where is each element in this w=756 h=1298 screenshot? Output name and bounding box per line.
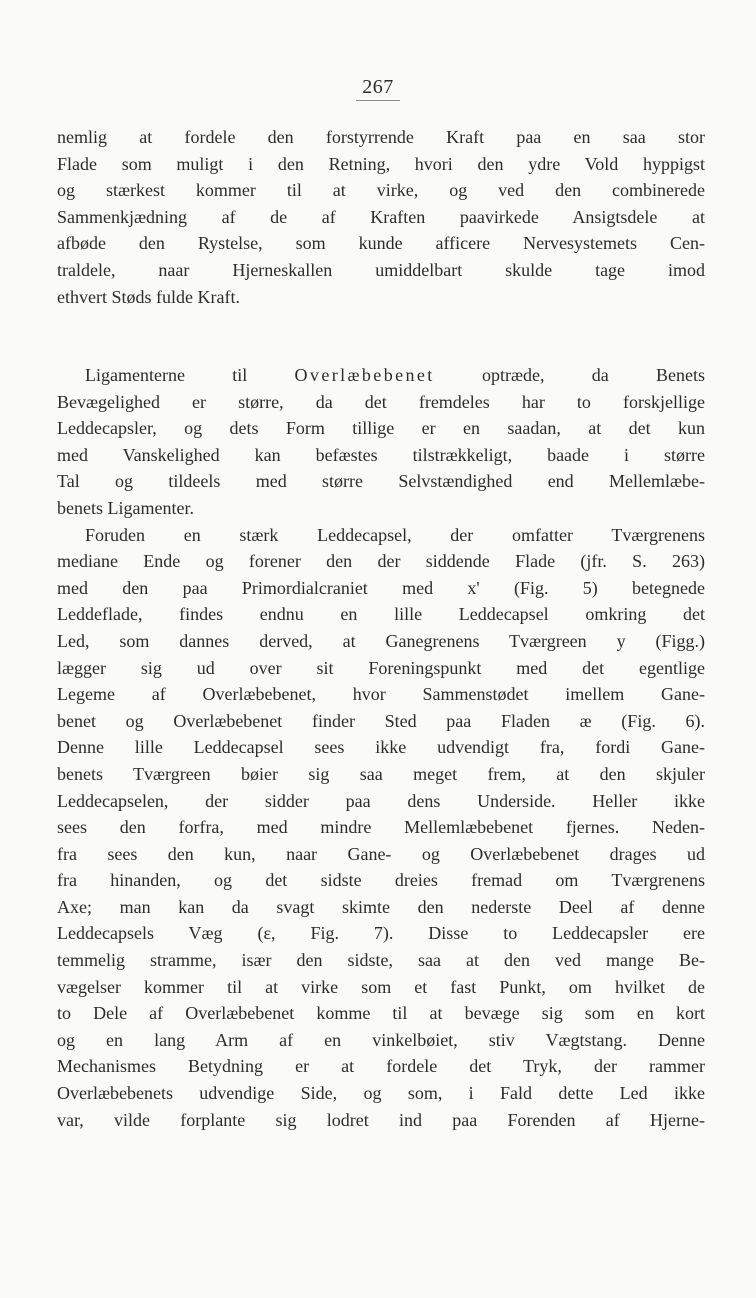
text-line-with-spaced-term	[57, 362, 705, 389]
text-line: sees den forfra, med mindre Mellemlæbebenet fjernes. Neden-	[57, 817, 705, 838]
line-suffix: optræde, da Benets	[481, 365, 705, 385]
text-line: Tal og tildeels med større Selvstændighed end Mellemlæbe-	[57, 471, 705, 492]
page-number-text: 267	[356, 76, 400, 101]
text-line: Led, som dannes derved, at Ganegrenens Tværgreen y (Figg.)	[57, 630, 705, 651]
text-line: Leddecapselen, der sidder paa dens Underside. Heller ikke	[57, 790, 705, 811]
text-line: med den paa Primordialcraniet med x' (Fig. 5) betegnede	[57, 577, 705, 598]
text-line: Leddeflade, findes endnu en lille Leddecapsel omkring det	[57, 604, 705, 625]
paragraph-2-and-3	[57, 362, 705, 1133]
text-line: temmelig stramme, især den sidste, saa at den ved mange Be-	[57, 950, 705, 971]
text-line: og en lang Arm af en vinkelbøiet, stiv Vægtstang. Denne	[57, 1029, 705, 1050]
text-line: vægelser kommer til at virke som et fast Punkt, om hvilket de	[57, 976, 705, 997]
text-line: ethvert Støds fulde Kraft.	[57, 286, 240, 307]
text-line: to Dele af Overlæbebenet komme til at bevæge sig som en kort	[57, 1003, 705, 1024]
text-line: lægger sig ud over sit Foreningspunkt med det egentlige	[57, 657, 705, 678]
paragraph-1	[57, 124, 705, 310]
text-line: benets Ligamenter.	[57, 497, 194, 518]
text-line: fra sees den kun, naar Gane- og Overlæbebenet drages ud	[57, 843, 705, 864]
line-prefix: Ligamenterne til	[85, 365, 248, 385]
text-line: Axe; man kan da svagt skimte den nederste Deel af denne	[57, 896, 705, 917]
text-line: med Vanskelighed kan befæstes tilstrækkeligt, baade i større	[57, 444, 705, 465]
text-line: var, vilde forplante sig lodret ind paa Forenden af Hjerne-	[57, 1109, 705, 1130]
text-line: Denne lille Leddecapsel sees ikke udvendigt fra, fordi Gane-	[57, 737, 705, 758]
text-line: Bevægelighed er større, da det fremdeles har to forskjellige	[57, 391, 705, 412]
text-line: Legeme af Overlæbebenet, hvor Sammenstødet imellem Gane-	[57, 684, 705, 705]
text-line: traldele, naar Hjerneskallen umiddelbart skulde tage imod	[57, 259, 705, 280]
text-line: fra hinanden, og det sidste dreies fremad om Tværgrenens	[57, 870, 705, 891]
text-line: og stærkest kommer til at virke, og ved den combinerede	[57, 180, 705, 201]
page-number	[0, 76, 756, 101]
text-line: benet og Overlæbebenet finder Sted paa Fladen æ (Fig. 6).	[57, 710, 705, 731]
spaced-term-overlaebebenet: Overlæbebenet	[294, 365, 435, 385]
text-line: benets Tværgreen bøier sig saa meget frem, at den skjuler	[57, 763, 705, 784]
text-line: nemlig at fordele den forstyrrende Kraft paa en saa stor	[57, 127, 705, 147]
text-line: Foruden en stærk Leddecapsel, der omfatter Tværgrenens	[85, 524, 705, 545]
text-line: Leddecapsels Væg (ε, Fig. 7). Disse to Leddecapsler ere	[57, 923, 705, 944]
text-line: Overlæbebenets udvendige Side, og som, i Fald dette Led ikke	[57, 1083, 705, 1104]
text-line: Flade som muligt i den Retning, hvori den ydre Vold hyppigst	[57, 153, 705, 174]
text-line: Leddecapsler, og dets Form tillige er en saadan, at det kun	[57, 418, 705, 439]
text-line: mediane Ende og forener den der siddende Flade (jfr. S. 263)	[57, 551, 705, 572]
text-line: afbøde den Rystelse, som kunde afficere Nervesystemets Cen-	[57, 233, 705, 254]
text-line: Sammenkjædning af de af Kraften paavirkede Ansigtsdele at	[57, 206, 705, 227]
text-line: Mechanismes Betydning er at fordele det Tryk, der rammer	[57, 1056, 705, 1077]
